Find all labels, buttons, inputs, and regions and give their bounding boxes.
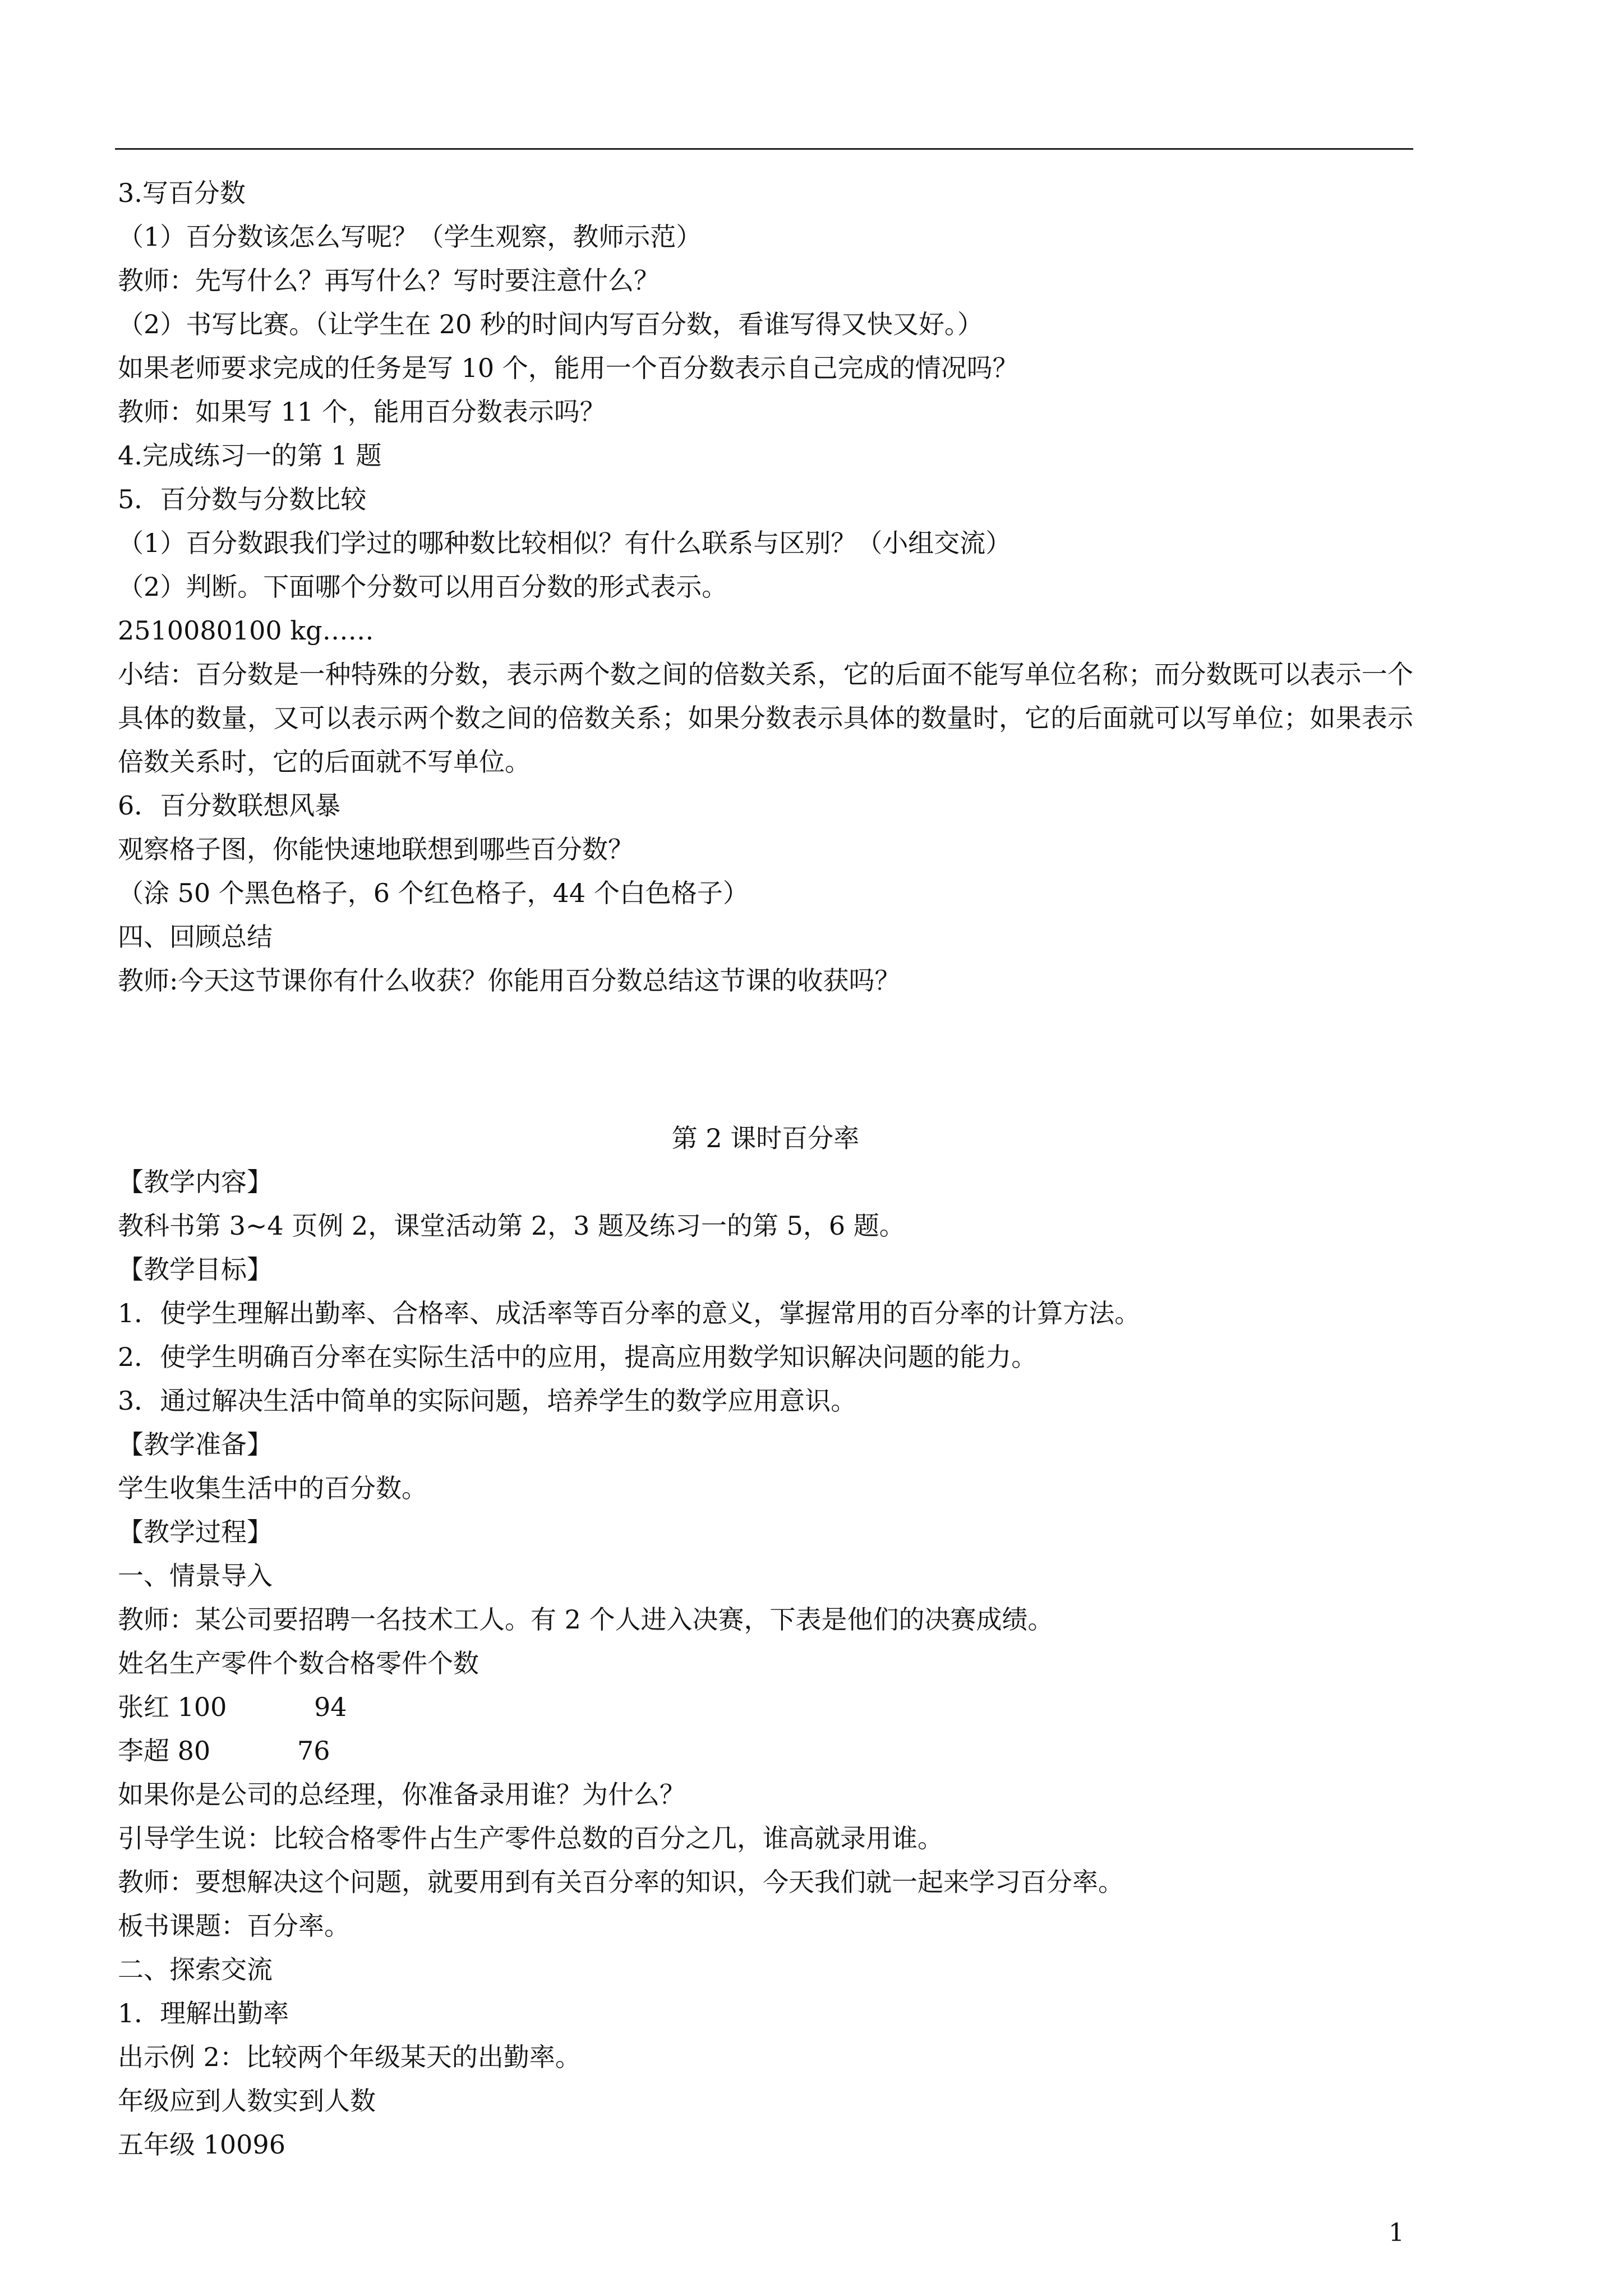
section-heading: 一、情景导入 — [118, 1561, 273, 1591]
text-line: 3．通过解决生活中简单的实际问题，培养学生的数学应用意识。 — [118, 1386, 857, 1416]
table-cell-value: 94 — [314, 1692, 347, 1722]
text-line: 年级应到人数实到人数 — [118, 2086, 376, 2116]
text-line: 教师：如果写 11 个，能用百分数表示吗？ — [118, 397, 606, 427]
text-line: 如果你是公司的总经理，你准备录用谁？为什么？ — [118, 1779, 685, 1810]
table-cell-name: 张红 100 — [118, 1692, 227, 1722]
section-heading: 【教学准备】 — [118, 1429, 273, 1460]
summary-paragraph: 小结：百分数是一种特殊的分数，表示两个数之间的倍数关系，它的后面不能写单位名称；而分数既可以表示一个具体的数量，又可以表示两个数之间的倍数关系；如果分数表示具体的数量时，它的后面就可以写单位；如果表示倍数关系时，它的后面就不写单位。 — [118, 659, 1413, 777]
header-rule — [115, 148, 1413, 150]
text-line: 教科书第 3~4 页例 2，课堂活动第 2，3 题及练习一的第 5，6 题。 — [118, 1211, 905, 1241]
text-line: 出示例 2：比较两个年级某天的出勤率。 — [118, 2042, 581, 2072]
text-line: （2）判断。下面哪个分数可以用百分数的形式表示。 — [118, 572, 728, 602]
text-line: 观察格子图，你能快速地联想到哪些百分数？ — [118, 834, 634, 864]
page-number: 1 — [1389, 2219, 1404, 2247]
text-line: 如果老师要求完成的任务是写 10 个，能用一个百分数表示自己完成的情况吗？ — [118, 353, 1018, 383]
top-section — [118, 171, 1413, 1002]
text-line: 板书课题：百分率。 — [118, 1911, 350, 1941]
text-line: 1．使学生理解出勤率、合格率、成活率等百分率的意义，掌握常用的百分率的计算方法。 — [118, 1298, 1141, 1328]
text-line: 2．使学生明确百分率在实际生活中的应用，提高应用数学知识解决问题的能力。 — [118, 1342, 1038, 1372]
text-line: 学生收集生活中的百分数。 — [118, 1473, 427, 1503]
bottom-section — [118, 1160, 1413, 2166]
text-line: 2510080100 kg…… — [118, 615, 374, 646]
text-line: 五年级 10096 — [118, 2129, 285, 2160]
section-heading: 【教学内容】 — [118, 1167, 273, 1197]
section-heading: 【教学过程】 — [118, 1517, 273, 1547]
text-line: （1）百分数跟我们学过的哪种数比较相似？有什么联系与区别？（小组交流） — [118, 528, 1012, 558]
text-line: 3.写百分数 — [118, 178, 246, 208]
text-line: （1）百分数该怎么写呢？（学生观察，教师示范） — [118, 222, 702, 252]
text-line: （2）书写比赛。（让学生在 20 秒的时间内写百分数，看谁写得又快又好。） — [118, 309, 984, 339]
table-row — [118, 1729, 1413, 1773]
table-cell-value: 76 — [297, 1736, 330, 1766]
section-heading: 【教学目标】 — [118, 1254, 273, 1285]
text-line: 教师：某公司要招聘一名技术工人。有 2 个人进入决赛，下表是他们的决赛成绩。 — [118, 1604, 1054, 1635]
table-row — [118, 1685, 1413, 1729]
text-line: 教师：先写什么？再写什么？写时要注意什么？ — [118, 265, 660, 296]
text-line: （涂 50 个黑色格子，6 个红色格子，44 个白色格子） — [118, 878, 749, 908]
table-cell-name: 李超 80 — [118, 1736, 211, 1766]
section-heading: 二、探索交流 — [118, 1954, 273, 1985]
text-line: 1．理解出勤率 — [118, 1998, 289, 2028]
text-line: 教师:今天这节课你有什么收获？你能用百分数总结这节课的收获吗？ — [118, 965, 901, 996]
text-line: 4.完成练习一的第 1 题 — [118, 440, 382, 471]
text-line: 6．百分数联想风暴 — [118, 790, 341, 821]
section-heading: 四、回顾总结 — [118, 922, 273, 952]
lesson-title: 第 2 课时百分率 — [671, 1123, 860, 1153]
table-header: 姓名生产零件个数合格零件个数 — [118, 1648, 479, 1678]
text-line: 教师：要想解决这个问题，就要用到有关百分率的知识，今天我们就一起来学习百分率。 — [118, 1867, 1124, 1897]
text-line: 5．百分数与分数比较 — [118, 484, 367, 514]
text-line: 引导学生说：比较合格零件占生产零件总数的百分之几，谁高就录用谁。 — [118, 1823, 943, 1853]
